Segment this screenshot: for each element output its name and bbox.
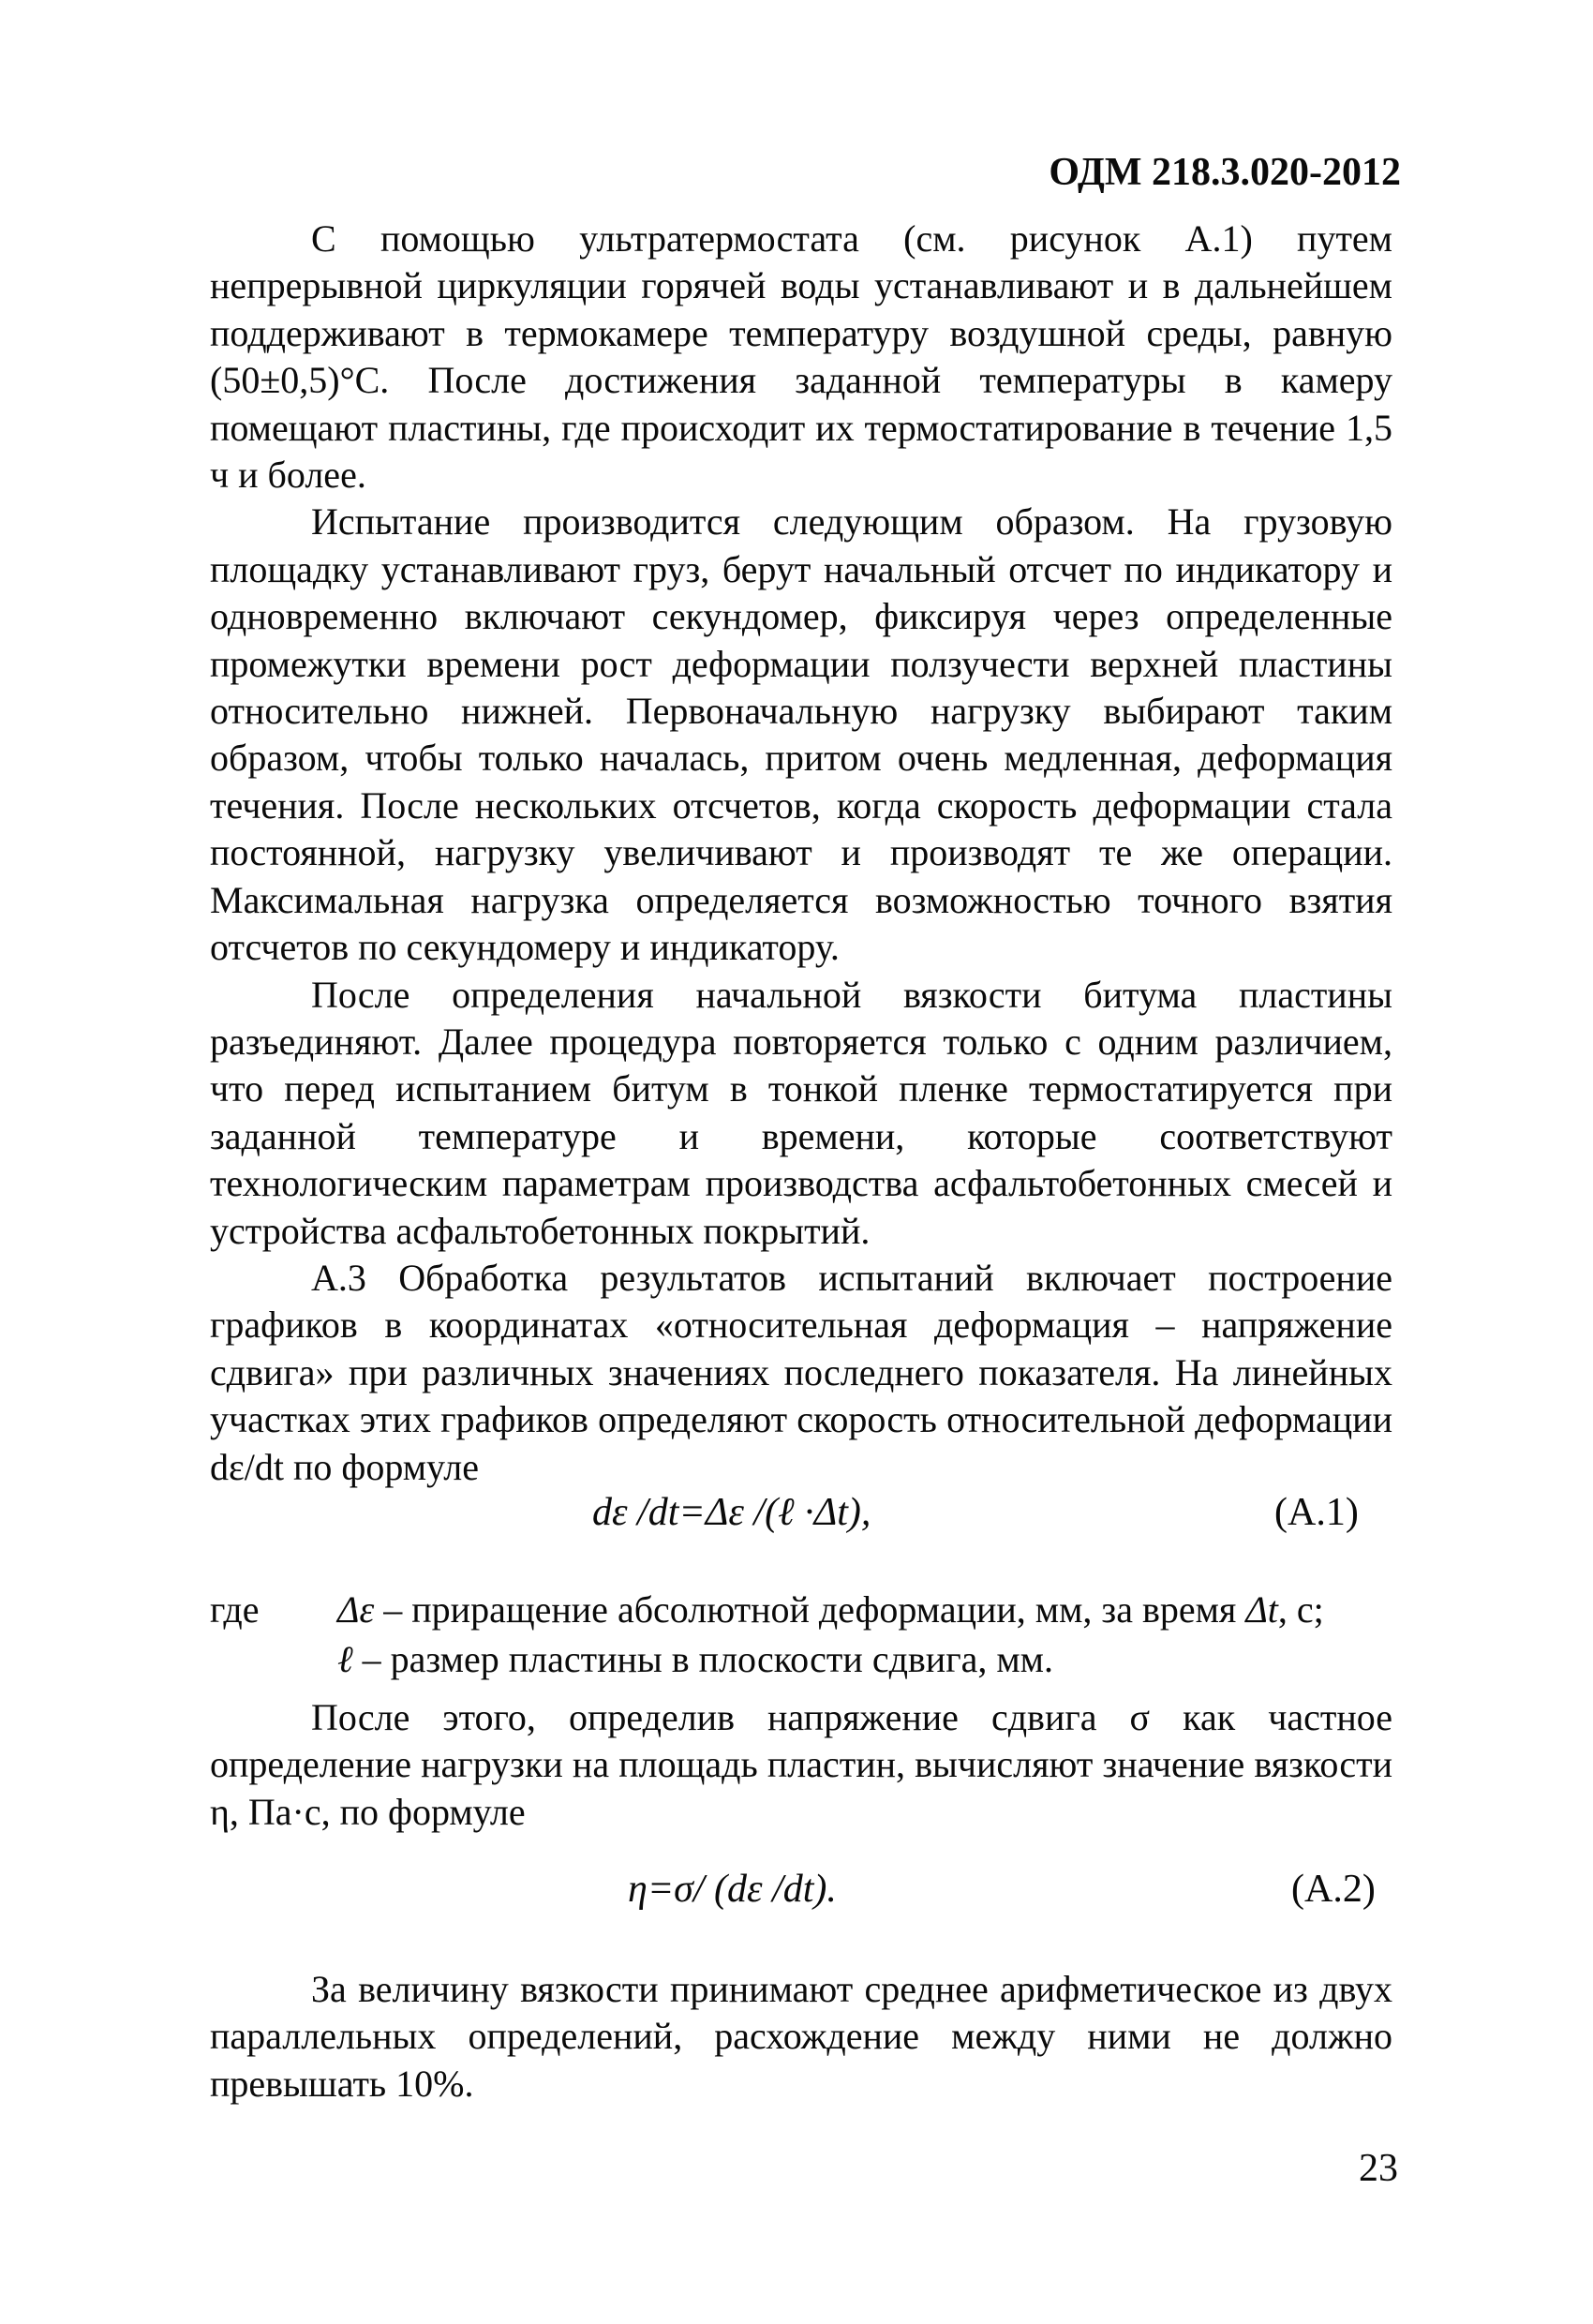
definition-delta-epsilon [337, 1587, 1324, 1633]
paragraph-average: За величину вязкости принимают среднее арифметическое из двух параллельных определений, расхождение между ними не должно превышать 10%. [210, 1968, 1392, 2105]
page-number: 23 [1359, 2147, 1398, 2190]
formula-a2-number: (А.2) [1291, 1868, 1376, 1911]
definition-delta-epsilon-text: – приращение абсолютной деформации, мм, за время [374, 1588, 1246, 1631]
paragraph-thermostat: С помощью ультратермостата (см. рисунок А.1) путем непрерывной циркуляции горячей воды устанавливают и в дальнейшем поддерживают в термокамере температуру воздушной среды, равную (50±0,5)°С. После достижения заданной температуры в камеру помещают пластины, где происходит их термостатирование в течение 1,5 ч и более. [210, 217, 1392, 497]
symbol-ell: ℓ [337, 1638, 353, 1680]
paragraph-viscosity-calc-block [210, 1694, 1392, 1836]
definition-plate-size-text: – размер пластины в плоскости сдвига, мм. [352, 1638, 1053, 1680]
paragraph-separation: После определения начальной вязкости битума пластины разъединяют. Далее процедура повторяется только с одним различием, что перед испытанием битум в тонкой пленке термостатируется при заданной температуре и времени, которые соответствуют технологическим параметрам производства асфальтобетонных смесей и устройства асфальтобетонных покрытий. [210, 973, 1392, 1252]
paragraph-a3-processing: А.3 Обработка результатов испытаний включает построение графиков в координатах «относительная деформация – напряжение сдвига» при различных значениях последнего показателя. На линейных участках этих графиков определяют скорость относительной деформации dε/dt по формуле [210, 1256, 1392, 1488]
formula-a1-number: (А.1) [1274, 1491, 1359, 1534]
formula-a1: dε /dt=Δε /(ℓ ·Δt), [592, 1491, 871, 1534]
paragraph-viscosity-calc: После этого, определив напряжение сдвига σ как частное определение нагрузки на площадь пластин, вычисляют значение вязкости η, Па·с, по формуле [210, 1696, 1392, 1833]
document-id-header: ОДМ 218.3.020-2012 [1049, 151, 1401, 194]
symbol-delta-t: Δt [1245, 1588, 1278, 1631]
paragraph-test-procedure: Испытание производится следующим образом. На грузовую площадку устанавливают груз, берут начальный отсчет по индикатору и одновременно включают секундомер, фиксируя через определенные промежутки времени рост деформации ползучести верхней пластины относительно нижней. Первоначальную нагрузку выбирают таким образом, чтобы только началась, притом очень медленная, деформация течения. После нескольких отсчетов, когда скорость деформации стала постоянной, нагрузку увеличивают и производят те же операции. Максимальная нагрузка определяется возможностью точного взятия отсчетов по секундомеру и индикатору. [210, 500, 1392, 969]
definition-plate-size [337, 1636, 1053, 1683]
where-label: где [210, 1588, 260, 1631]
paragraph-average-block [210, 1966, 1392, 2108]
definition-delta-epsilon-tail: , с; [1277, 1588, 1324, 1631]
symbol-delta-epsilon: Δε [337, 1588, 375, 1631]
main-text-block [210, 216, 1392, 1491]
formula-a2: η=σ/ (dε /dt). [628, 1868, 837, 1911]
